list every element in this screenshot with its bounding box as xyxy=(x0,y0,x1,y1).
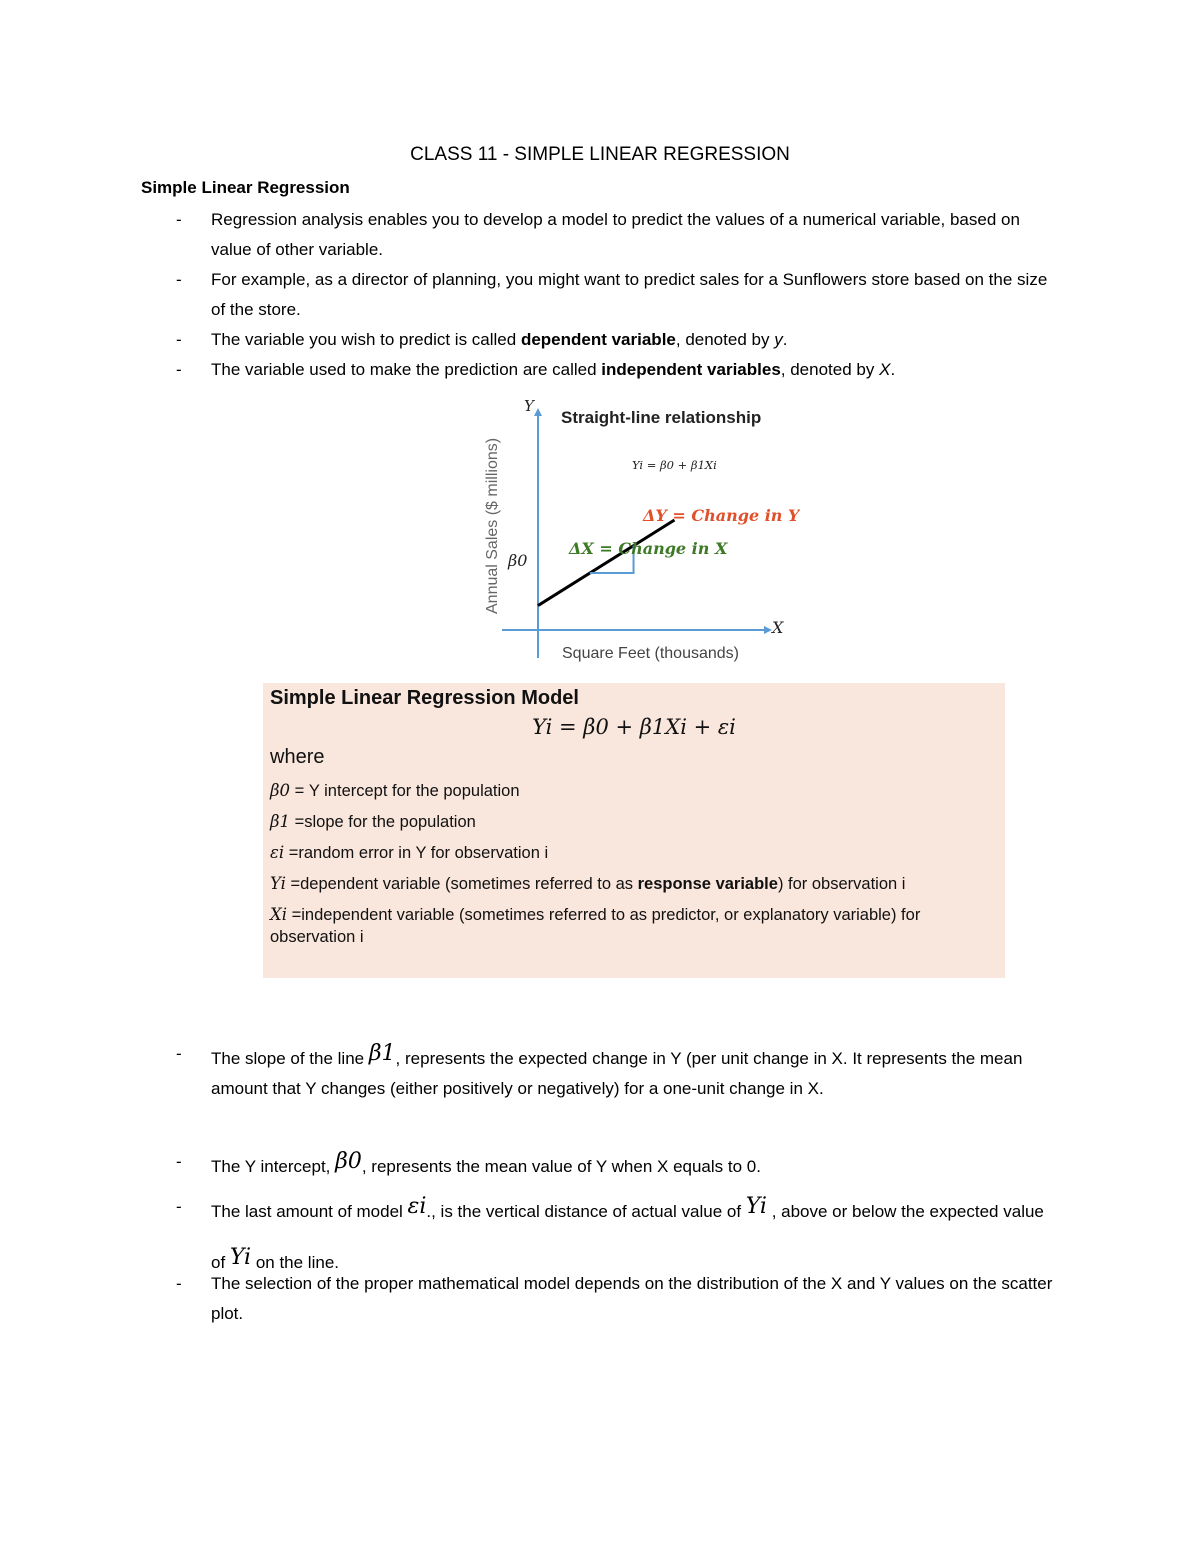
delta-x-label: ΔX = Change in X xyxy=(569,539,728,558)
chart-title: Straight-line relationship xyxy=(561,408,762,427)
regression-line xyxy=(538,520,674,606)
chart-svg xyxy=(470,392,800,672)
y-axis-label: Annual Sales ($ millions) xyxy=(484,437,501,614)
bullet-slope: - The slope of the line β1, represents the expected change in Y (per unit change in X. It represents the mean amount that Y changes (either positively or negatively) for a one-unit change in X. xyxy=(176,1041,1023,1098)
intercept-label: β0 xyxy=(508,551,528,570)
equation-label: Yi = β0 + β1Xi xyxy=(632,458,717,472)
page-title: CLASS 11 - SIMPLE LINEAR REGRESSION xyxy=(410,144,790,165)
section-heading: Simple Linear Regression xyxy=(141,178,350,197)
def-xi: Xi =independent variable (sometimes referred to as predictor, or explanatory variable) for observation i xyxy=(270,905,921,946)
model-equation: Yi = β0 + β1Xi + εi xyxy=(532,715,736,739)
def-yi: Yi =dependent variable (sometimes referred to as response variable) for observation i xyxy=(270,874,906,893)
bullet-intercept: - The Y intercept, β0, represents the mean value of Y when X equals to 0. xyxy=(176,1149,761,1176)
x-axis-symbol: X xyxy=(772,618,784,637)
bullet-independent-variable: - The variable used to make the prediction are called independent variables, denoted by X. xyxy=(176,360,896,379)
y-axis-arrow xyxy=(534,408,542,416)
delta-y-label: ΔY = Change in Y xyxy=(643,506,800,525)
model-title: Simple Linear Regression Model xyxy=(270,687,579,709)
x-axis-arrow xyxy=(764,626,772,634)
def-beta1: β1 =slope for the population xyxy=(270,812,476,831)
model-definition-box xyxy=(263,683,1005,978)
bullet-regression-analysis: - Regression analysis enables you to develop a model to predict the values of a numerical variable, based on value of other variable. xyxy=(176,210,1020,259)
bullet-example: - For example, as a director of planning, you might want to predict sales for a Sunflowers store based on the size of the store. xyxy=(176,270,1048,319)
bullet-model-selection: - The selection of the proper mathematical model depends on the distribution of the X and Y values on the scatter plot. xyxy=(176,1274,1053,1323)
x-axis-label: Square Feet (thousands) xyxy=(562,645,739,662)
model-where: where xyxy=(270,746,325,768)
regression-chart xyxy=(470,392,800,672)
def-epsilon: εi =random error in Y for observation i xyxy=(270,843,549,862)
bullet-error-term: - The last amount of model εi., is the vertical distance of actual value of Yi , above or below the expected value of Yi on the line. xyxy=(176,1194,1044,1272)
def-beta0: β0 = Y intercept for the population xyxy=(270,781,520,800)
bullet-dependent-variable: - The variable you wish to predict is called dependent variable, denoted by y. xyxy=(176,330,788,349)
y-axis-symbol: Y xyxy=(524,397,534,415)
